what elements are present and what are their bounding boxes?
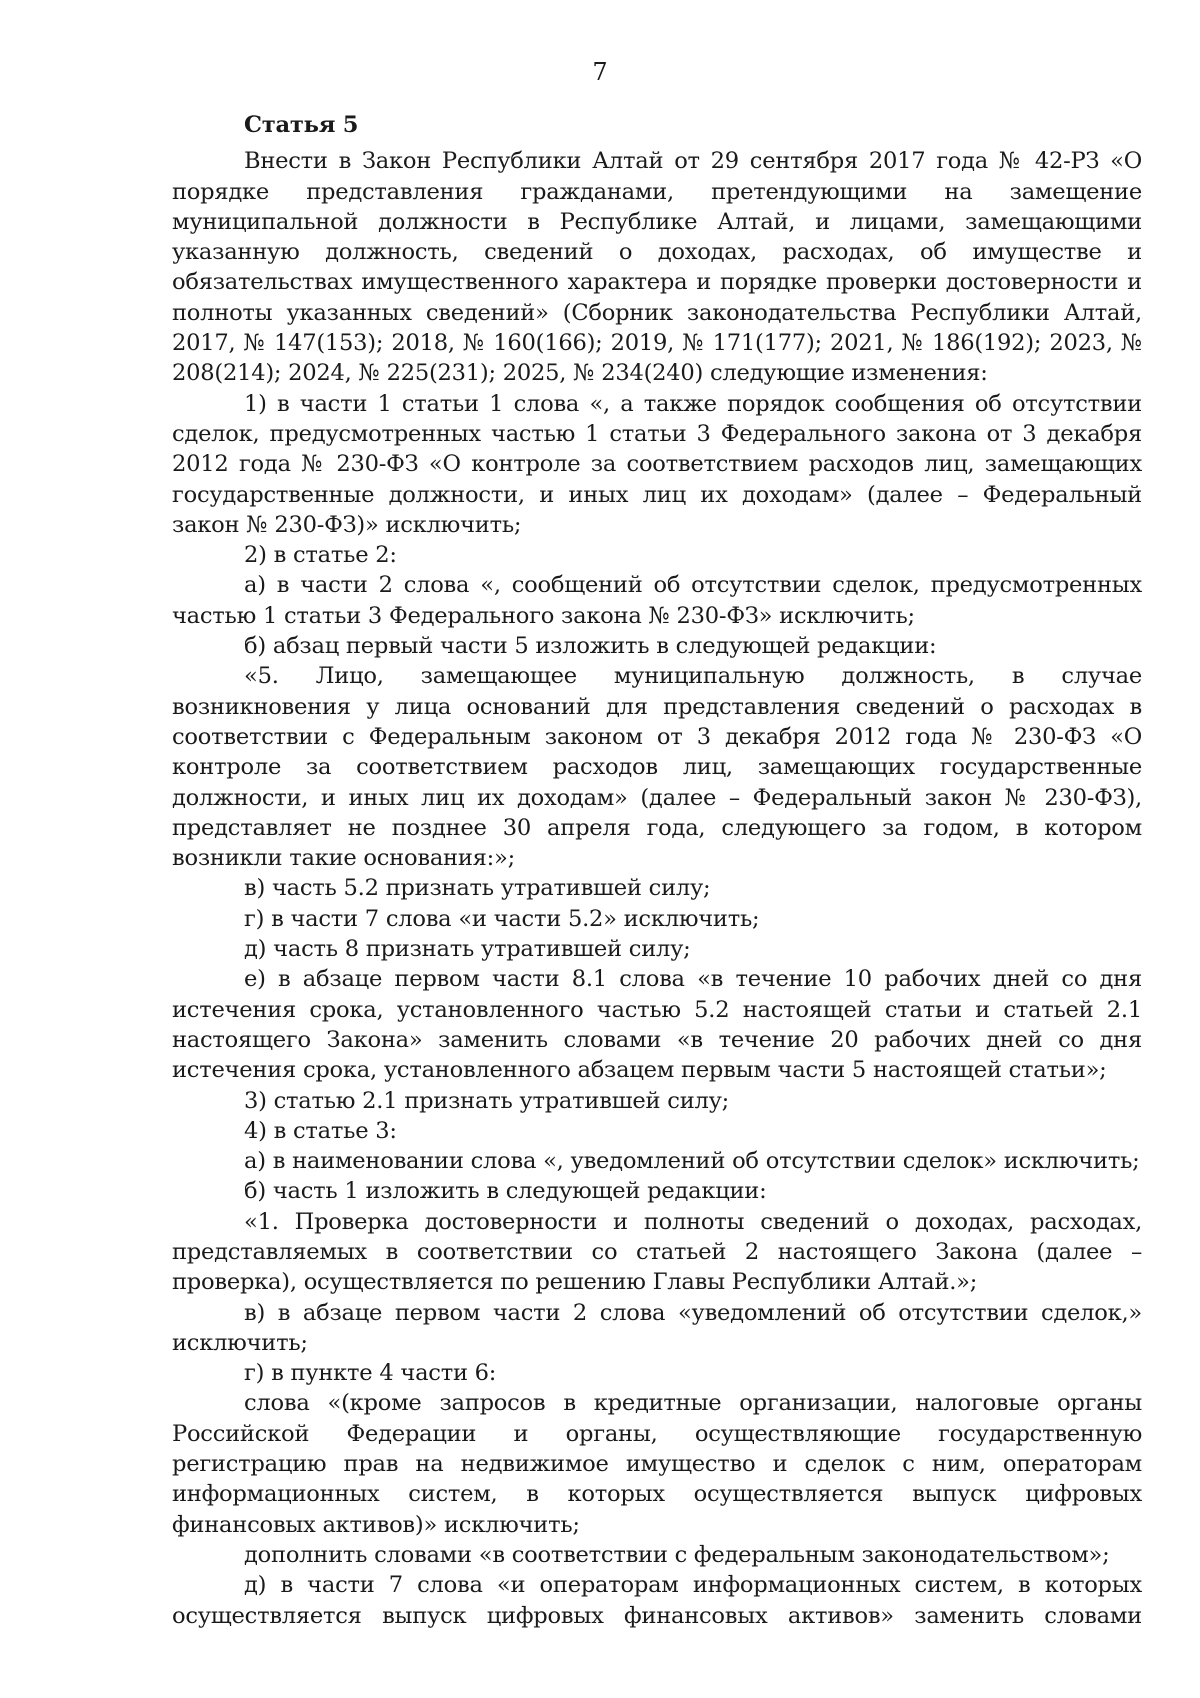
page-number: 7 — [592, 58, 608, 86]
paragraph-item-2v: в) часть 5.2 признать утратившей силу; — [244, 875, 711, 902]
document-body — [172, 110, 1142, 1631]
paragraph-item-2g: г) в части 7 слова «и части 5.2» исключить; — [244, 905, 760, 932]
paragraph-item-2b: б) абзац первый части 5 изложить в следующей редакции: — [244, 633, 937, 660]
paragraph-item-4: 4) в статье 3: — [244, 1117, 397, 1144]
paragraph-item-4a: а) в наименовании слова «, уведомлений об отсутствии сделок» исключить; — [244, 1148, 1140, 1175]
paragraph-intro: Внести в Закон Республики Алтай от 29 сентября 2017 года № 42-РЗ «О порядке представления гражданами, претендующими на замещение муниципальной должности в Республике Алтай, и лицами, замещающими указанную должность, сведений о доходах, расходах, об имуществе и обязательствах имущественного характера и порядке проверки достоверности и полноты указанных сведений» (Сборник законодательства Республики Алтай, 2017, № 147(153); 2018, № 160(166); 2019, № 171(177); 2021, № 186(192); 2023, № 208(214); 2024, № 225(231); 2025, № 234(240) следующие изменения: — [172, 148, 1142, 387]
paragraph-item-4d: д) в части 7 слова «и операторам информационных систем, в которых осуществляется выпуск цифровых финансовых активов» заменить словами — [172, 1572, 1142, 1629]
paragraph-item-4g: г) в пункте 4 части 6: — [244, 1360, 497, 1387]
paragraph-item-4b: б) часть 1 изложить в следующей редакции: — [244, 1178, 767, 1205]
paragraph-quote-part-5: «5. Лицо, замещающее муниципальную должность, в случае возникновения у лица оснований для представления сведений о расходах в соответствии с Федеральным законом от 3 декабря 2012 года № 230-ФЗ «О контроле за соответствием расходов лиц, замещающих государственные должности, и иных лиц их доходам» (далее – Федеральный закон № 230-ФЗ), представляет не позднее 30 апреля года, следующего за годом, в котором возникли такие основания:»; — [172, 663, 1142, 872]
paragraph-quote-part-1: «1. Проверка достоверности и полноты сведений о доходах, расходах, представляемых в соответствии со статьей 2 настоящего Закона (далее – проверка), осуществляется по решению Главы Республики Алтай.»; — [172, 1208, 1142, 1296]
paragraph-item-2e: е) в абзаце первом части 8.1 слова «в течение 10 рабочих дней со дня истечения срока, установленного частью 5.2 настоящей статьи и статьей 2.1 настоящего Закона» заменить словами «в течение 20 рабочих дней со дня истечения срока, установленного абзацем первым части 5 настоящей статьи»; — [172, 966, 1142, 1084]
paragraph-words-exclude: слова «(кроме запросов в кредитные организации, налоговые органы Российской Федерации и органы, осуществляющие государственную регистрацию прав на недвижимое имущество и сделок с ним, операторам информационных систем, в которых осуществляется выпуск цифровых финансовых активов)» исключить; — [172, 1390, 1142, 1538]
article-heading: Статья 5 — [244, 112, 359, 138]
paragraph-item-4v: в) в абзаце первом части 2 слова «уведомлений об отсутствии сделок,» исключить; — [172, 1299, 1142, 1356]
paragraph-item-2d: д) часть 8 признать утратившей силу; — [244, 936, 691, 963]
paragraph-item-2a: а) в части 2 слова «, сообщений об отсутствии сделок, предусмотренных частью 1 статьи 3 Федерального закона № 230-ФЗ» исключить; — [172, 572, 1142, 629]
paragraph-words-add: дополнить словами «в соответствии с федеральным законодательством»; — [244, 1541, 1110, 1568]
paragraph-item-2: 2) в статье 2: — [244, 542, 397, 569]
paragraph-item-3: 3) статью 2.1 признать утратившей силу; — [244, 1087, 730, 1114]
paragraph-item-1: 1) в части 1 статьи 1 слова «, а также порядок сообщения об отсутствии сделок, предусмотренных частью 1 статьи 3 Федерального закона от 3 декабря 2012 года № 230-ФЗ «О контроле за соответствием расходов лиц, замещающих государственные должности, и иных лиц их доходам» (далее – Федеральный закон № 230-ФЗ)» исключить; — [172, 390, 1142, 538]
